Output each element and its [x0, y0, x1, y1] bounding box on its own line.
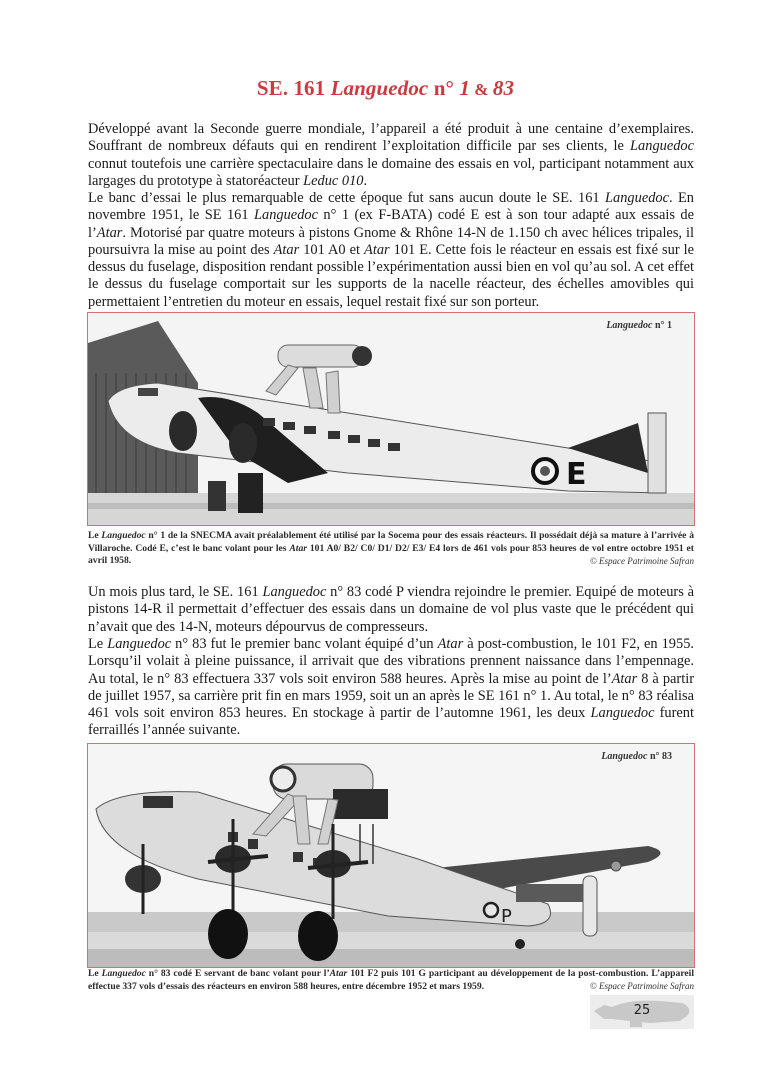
italic-run: Atar: [96, 224, 123, 241]
photo-languedoc-1: [87, 312, 695, 526]
photo-1-credit: © Espace Patrimoine Safran: [589, 556, 694, 566]
italic-run: Atar: [289, 542, 307, 554]
photo-1-label: [606, 320, 672, 331]
italic-run: Atar: [329, 968, 348, 979]
label-number: n° 1: [652, 320, 672, 331]
text-run: .: [363, 172, 368, 189]
page-title: [0, 76, 771, 101]
title-aircraft-name: Languedoc: [330, 76, 429, 100]
label-name: Languedoc: [606, 320, 653, 331]
text-run: 8 à partir de juillet 1957, sa carrière prit fin en mars 1959, soit un an après le SE 161 n° 1. Au total, le n° 83 réalisa 461 vols soit environ 853 heures. En stockage à partir de l’automne 1961, les deux: [88, 670, 694, 722]
photo-83-credit: © Espace Patrimoine Safran: [589, 981, 694, 991]
label-name: Languedoc: [601, 751, 648, 762]
text-run: 101 A0 et: [299, 241, 365, 258]
photo-languedoc-83: [87, 743, 695, 968]
italic-run: Languedoc: [101, 968, 146, 979]
text-run: Le: [88, 530, 102, 541]
svg-text:E: E: [566, 457, 587, 492]
second-aircraft-paragraph: [88, 584, 694, 636]
title-prefix: SE. 161: [256, 76, 331, 100]
italic-run: Languedoc: [107, 636, 172, 652]
italic-run: Languedoc: [605, 190, 669, 206]
italic-run: Atar: [437, 636, 464, 652]
photo-83-label: [601, 751, 672, 762]
text-run: Un mois plus tard, le SE. 161: [88, 584, 263, 600]
text-run: Le: [88, 968, 102, 979]
aircraft-photo-1-illustration: [88, 313, 694, 525]
test-bed-paragraph: [88, 190, 694, 311]
italic-run: Atar: [273, 241, 300, 258]
text-run: 101 E. Cette fois le réacteur en essais est fixé sur le dessus du fuselage, disposition rendant possible l’expérimentation aussi bien en vol qu’au sol. A cet effet le dessus du fuselage comportait sur les supports de la nacelle réacteur, des échelles amovibles qui permettaient l’entretien du moteur en essais, lequel restait fixé sur son porteur.: [88, 241, 695, 310]
text-run: à post-combustion, le 101 F2, en 1955. Lorsqu’il volait à pleine puissance, il arrivait que des vibrations prennent naissance dans l’empennage. Au total, le n° 83 effectuera 337 vols soit environ 588 heures. Après la mise au point de l’: [88, 636, 694, 687]
page-number-tab: [590, 995, 694, 1029]
text-run: . Motorisé par quatre moteurs à pistons Gnome & Rhône 14-N de 1.150 ch avec hélices tripales, il poursuivra la mise au point des: [88, 224, 694, 258]
text-run: connut toutefois une carrière spectaculaire dans le domaine des essais en vol, participant notamment aux largages du prototype à statoréacteur: [88, 155, 694, 189]
text-run: . En novembre 1951, le SE 161: [88, 190, 694, 224]
italic-run: Atar: [611, 670, 638, 687]
italic-run: Languedoc: [254, 207, 318, 224]
italic-run: Atar: [364, 241, 390, 258]
text-run: 101 A0/ B2/ C0/ D1/ D2/ E3/ E4 lors de 461 vols pour 853 heures de vol entre octobre 1951 et avril 1958.: [88, 542, 694, 567]
italic-run: Languedoc: [590, 705, 655, 722]
title-number-sign: n°: [428, 76, 460, 100]
italic-run: Languedoc: [630, 138, 694, 155]
text-run: n° 83 codé P viendra rejoindre le premier. Equipé de moteurs à pistons 14-R il permettait d’effectuer des essais dans un domaine de vol plus vaste que le précédent qui n’avait que des 14-N, moteurs dépourvus de compresseurs.: [88, 584, 694, 635]
title-number-83: 83: [492, 76, 515, 100]
page-number: 25: [633, 1003, 651, 1018]
text-run: n° 83 codé E servant de banc volant pour l’: [145, 968, 330, 979]
label-number: n° 83: [647, 751, 672, 762]
title-ampersand: &: [469, 80, 493, 99]
text-run: n° 1 (ex F-BATA) codé E est à son tour adapté aux essais de l’: [88, 207, 694, 241]
text-run: furent ferraillés l’année suivante.: [88, 705, 694, 739]
aircraft-photo-83-illustration: [88, 744, 694, 967]
text-run: n° 1 de la SNECMA avait préalablement été utilisé par la Socema pour des essais réacteurs. Il possédait déjà sa mature à l’arrivée à Villaroche. Codé E, c’est le banc volant pour les: [88, 530, 694, 554]
title-number-1: 1: [459, 76, 470, 100]
text-run: Le: [88, 636, 108, 652]
intro-paragraph: [88, 121, 694, 190]
italic-run: Languedoc: [262, 584, 327, 600]
text-run: n° 83 fut le premier banc volant équipé d’un: [171, 636, 438, 652]
post-combustion-paragraph: [88, 636, 694, 740]
svg-text:P: P: [501, 906, 512, 927]
text-run: Développé avant la Seconde guerre mondiale, l’appareil a été produit à une centaine d’exemplaires. Souffrant de nombreux défauts qui en rendirent l’exploitation difficile par ses clients, le: [88, 121, 694, 155]
italic-run: Leduc 010: [303, 172, 364, 189]
text-run: Le banc d’essai le plus remarquable de cette époque fut sans aucun doute le SE. 161: [88, 190, 606, 206]
italic-run: Languedoc: [101, 530, 146, 541]
text-run: 101 F2 puis 101 G participant au développement de la post-combustion. L’appareil effectue 337 vols d’essais des réacteurs en environ 588 heures, entre décembre 1952 et mars 1959.: [88, 968, 694, 992]
